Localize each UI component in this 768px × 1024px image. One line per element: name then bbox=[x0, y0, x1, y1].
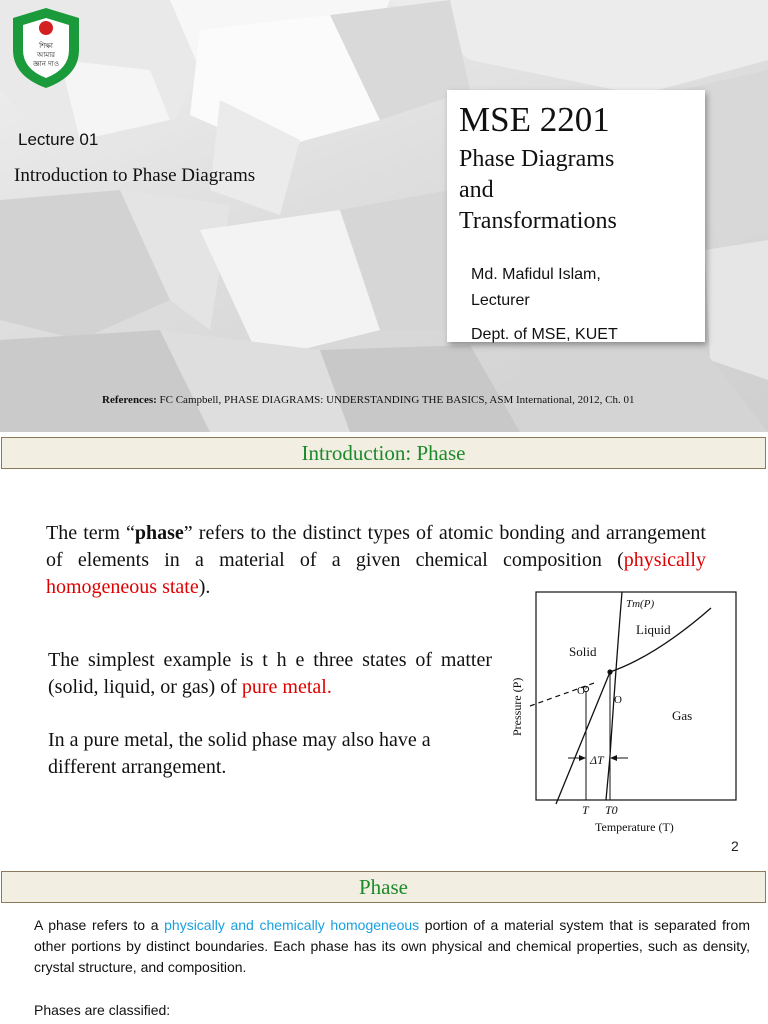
page-number: 2 bbox=[731, 838, 739, 854]
references-text: FC Campbell, PHASE DIAGRAMS: UNDERSTANDING THE BASICS, ASM International, 2012, Ch. 01 bbox=[156, 394, 635, 406]
para4-text-end: portion of a material system that is separated from other portions by distinct boundaries. Each phase has its own physical and chemical properties, such as density, crystal structure, and composition. bbox=[34, 917, 751, 975]
point-o-prime-label: O′ bbox=[577, 685, 588, 697]
lecturer-name: Md. Mafidul Islam, bbox=[471, 266, 601, 283]
para4-text-start: A phase refers to a bbox=[34, 917, 165, 933]
para1-text-middle: ” refers to the distinct types of atomic bonding and arrangement of elements in a material of a given chemical composition ( bbox=[46, 522, 706, 571]
highlight-homogeneous-state: physically homogeneous state bbox=[46, 549, 706, 598]
phase-explanation-paragraph bbox=[34, 915, 750, 978]
states-of-matter-paragraph bbox=[48, 647, 492, 701]
term-phase: phase bbox=[134, 522, 184, 544]
liquid-label: Liquid bbox=[636, 622, 671, 637]
x-axis-label: Temperature (T) bbox=[595, 820, 674, 834]
section-header-introduction: Introduction: Phase bbox=[1, 437, 766, 469]
course-name bbox=[459, 144, 699, 237]
lecture-title: Introduction to Phase Diagrams bbox=[14, 165, 256, 186]
references bbox=[102, 394, 635, 406]
gas-label: Gas bbox=[672, 708, 693, 723]
pure-metal-paragraph: In a pure metal, the solid phase may also have a different arrangement. bbox=[48, 729, 431, 778]
lecture-number: Lecture 01 bbox=[18, 130, 99, 149]
course-name-line-3: Transformations bbox=[459, 208, 617, 234]
course-name-line-2: and bbox=[459, 177, 494, 203]
course-title-card bbox=[447, 90, 705, 342]
course-name-line-1: Phase Diagrams bbox=[459, 146, 615, 172]
highlight-homogeneous-portion: physically and chemically homogeneous bbox=[164, 917, 420, 933]
phases-classified-text: Phases are classified: bbox=[34, 1002, 171, 1018]
para1-text-end: ). bbox=[198, 576, 211, 598]
solid-label: Solid bbox=[569, 644, 597, 659]
tick-label-T: T bbox=[582, 803, 589, 817]
svg-text:শিক্ষা: শিক্ষা bbox=[39, 42, 53, 50]
para2-text: The simplest example is t h e three states of matter (solid, liquid, or gas) of bbox=[48, 649, 492, 698]
department: Dept. of MSE, KUET bbox=[471, 326, 618, 343]
point-o bbox=[607, 669, 612, 674]
section-header-phase: Phase bbox=[1, 871, 766, 903]
delta-t-label: ΔT bbox=[590, 753, 604, 767]
svg-text:জ্ঞান দাও: জ্ঞান দাও bbox=[33, 60, 59, 68]
university-logo bbox=[9, 6, 83, 90]
svg-text:আমার: আমার bbox=[37, 51, 55, 59]
course-code: MSE 2201 bbox=[459, 100, 610, 139]
tick-label-T0: T0 bbox=[605, 803, 618, 817]
y-axis-label: Pressure (P) bbox=[510, 677, 524, 736]
lecturer-role: Lecturer bbox=[471, 292, 530, 309]
para1-text-start: The term “ bbox=[46, 522, 135, 544]
point-o-label: O bbox=[614, 694, 622, 706]
references-label: References: bbox=[102, 394, 157, 406]
highlight-pure-metal: pure metal. bbox=[241, 676, 332, 698]
pressure-temperature-phase-diagram bbox=[506, 586, 742, 840]
title-slide bbox=[0, 0, 768, 432]
curve-label: Tm(P) bbox=[626, 598, 655, 610]
